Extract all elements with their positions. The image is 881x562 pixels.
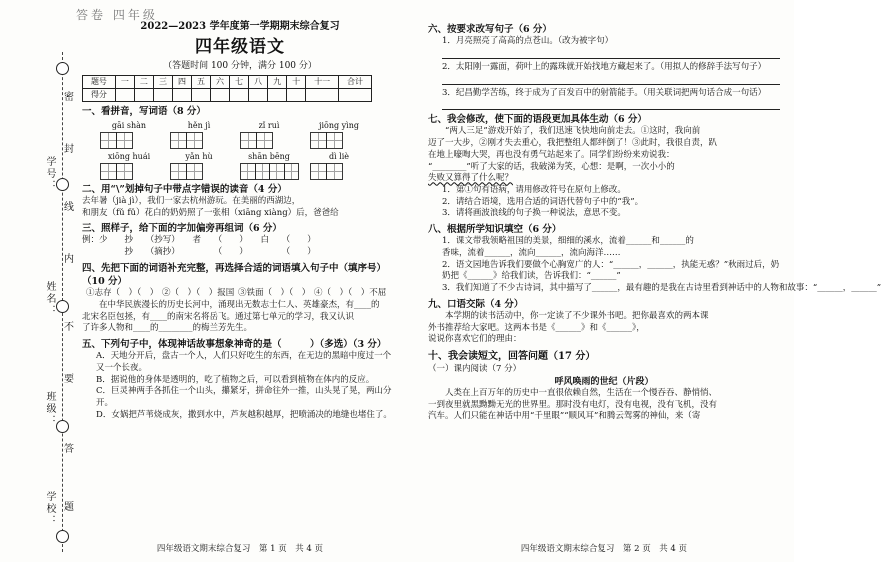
class-label: 班级： (44, 391, 55, 427)
task-line: 1．月亮照亮了高高的点苍山。（改为被字句） (442, 36, 614, 47)
score-input[interactable] (192, 88, 211, 101)
writing-box[interactable] (100, 163, 158, 180)
score-cell: 十一 (306, 75, 339, 88)
binding-hole (56, 420, 69, 433)
pinyin-row (82, 120, 398, 131)
student-number-label: 学号： (44, 156, 55, 192)
score-cell: 八 (249, 75, 268, 88)
text-line: 例：少 抄 （抄写） 者 （ ） 白 （ ） (82, 235, 316, 246)
seal-word: 封 (64, 144, 74, 155)
answer-line[interactable] (442, 109, 780, 110)
task-line: 1．第①句有语病，请用修改符号在原句上修改。 (442, 184, 626, 195)
school-label: 学校： (44, 491, 55, 527)
score-cell: 五 (192, 75, 211, 88)
text-line: 了许多人物和____的________的梅兰芳先生。 (82, 323, 253, 334)
wavy-line-sentence: 失败又算得了什么呢？ (428, 173, 514, 184)
section-5-title: 五、下列句子中，体现神话故事想象神奇的是（ ）（多选）（3 分） (82, 339, 387, 351)
text-line: 在中华民族漫长的历史长河中，涌现出无数志士仁人、英雄豪杰，有____的 (82, 299, 380, 310)
score-table (82, 75, 372, 102)
page-footer: 四年级语文期末综合复习 第 1 页 共 4 页 (156, 544, 324, 555)
score-cell: 六 (211, 75, 230, 88)
passage-line: 人类在上百万年的历史中一直很依赖自然，生活在一个慢吞吞、静悄悄、 (428, 388, 718, 399)
text-line: 去年暑（jià jì），我们一家去杭州游玩。在美丽的西湖边， (82, 195, 301, 206)
section-10-title: 十、我会读短文，回答问题（17 分） (428, 351, 596, 363)
right-page (428, 0, 881, 562)
fill-line: 1．课文带我领略祖国的美景，细细的溪水，流着______和______的 (442, 236, 694, 247)
writing-grid-row (82, 163, 398, 180)
text-line: 迈了一大步，②刚才失去重心，我把整组人都绊倒了！③此时，我很自责，趴 (428, 138, 718, 149)
writing-box[interactable] (100, 132, 158, 149)
pinyin: yǎn hù (185, 151, 213, 161)
seal-word: 不 (64, 322, 74, 333)
writing-box[interactable] (170, 132, 228, 149)
page-footer: 四年级语文期末综合复习 第 2 页 共 4 页 (520, 544, 688, 555)
passage-line: 汽车。人们只能在神话中用“千里眼”“顺风耳”和腾云驾雾的神仙，来（寄 (428, 411, 701, 422)
section-3-title: 三、照样子，给下面的字加偏旁再组词（6 分） (82, 223, 282, 235)
score-input[interactable] (287, 88, 306, 101)
choice-b: B．据说他的身体是透明的，吃了植物之后，可以看到植物在体内的反应。 (96, 374, 375, 385)
score-cell: 四 (172, 75, 191, 88)
idiom-option: ②（ ）（ ）报国 (162, 288, 235, 299)
section-2-title: 二、用“\”划掉句子中带点字错误的读音（4 分） (82, 183, 287, 195)
choice-c: C．巨灵神两手各抓住一个山头，攥紧牙，拼命往外一推，山头晃了晃，两山分开。 (96, 386, 392, 408)
seal-word: 要 (64, 374, 74, 385)
section-1-title: 一、看拼音，写词语（8 分） (82, 105, 206, 117)
section-7-title: 七、我会修改，使下面的语段更加具体生动（6 分） (428, 114, 647, 126)
seal-word: 线 (64, 202, 74, 213)
seal-word: 答 (64, 444, 74, 455)
fill-line: 2．语文园地告诉我们要做个心胸宽广的人：“______，______，执能无惑？”秋雨过后，奶 (442, 259, 780, 270)
task-line: 3．请将画波浪线的句子换一种说法，意思不变。 (442, 208, 626, 219)
section-4-title: 四、先把下面的词语补充完整，再选择合适的词语填入句子中（填序号）（10 分） (82, 262, 387, 288)
binding-hole (56, 300, 69, 313)
idiom-option: ①志存（ ）（ ） (86, 288, 159, 299)
text-line: 说说你喜欢它们的理由： (428, 334, 522, 345)
fill-line: 香味，流着______，流向______，流向海洋…… (442, 247, 621, 258)
text-line: 和朋友（fǔ fǔ）花白的奶奶照了一张相（xiāng xiàng）后，爸爸给 (82, 207, 339, 218)
score-input[interactable] (306, 88, 339, 101)
text-line: “________”听了大家的话，我破涕为笑，心想：是啊，一次小小的 (428, 161, 675, 172)
pinyin: jiōng yìng (318, 120, 360, 130)
score-cell: 十 (287, 75, 306, 88)
task-line: 2．请结合语境，选用合适的词语代替句子中的“我”。 (442, 196, 644, 207)
fill-line: 奶把《______》给我们读，告诉我们：“______” (442, 271, 621, 282)
seal-word: 密 (64, 92, 74, 103)
score-cell: 合计 (339, 75, 372, 88)
score-input[interactable] (134, 88, 153, 101)
idiom-option: ④（ ）（ ）不屈 (314, 288, 387, 299)
student-name-label: 姓名： (44, 281, 55, 317)
writing-box[interactable] (170, 163, 228, 180)
text-line: 外书推荐给大家吧。这两本书是《______》和《______》， (428, 322, 645, 333)
score-cell: 七 (230, 75, 249, 88)
pinyin: xiōng huái (107, 151, 151, 161)
section-9-title: 九、口语交际（4 分） (428, 298, 524, 310)
writing-grid-row (82, 132, 398, 149)
score-cell: 得分 (83, 88, 116, 101)
score-header-row (83, 75, 372, 88)
term-title: 2022—2023 学年度第一学期期末综合复习 (140, 21, 340, 32)
writing-box[interactable] (240, 163, 298, 180)
text-line: 本学期的读书活动中，你一定读了不少课外书吧。把你最喜欢的两本课 (428, 310, 709, 321)
pinyin: shān bēng (248, 151, 290, 161)
score-cell: 三 (153, 75, 172, 88)
task-line: 3．纪昌勤学苦练，终于成为了百发百中的射箭能手。（用关联词把两句话合成一句话） (442, 87, 767, 98)
section-6-title: 六、按要求改写句子（6 分） (428, 24, 552, 35)
binding-hole (56, 530, 69, 543)
pinyin-row (82, 151, 398, 162)
subsection-title: （一）课内阅读（7 分） (428, 363, 522, 374)
score-input[interactable] (211, 88, 230, 101)
choice-d: D．女娲把芦苇烧成灰，撒到水中，芦灰越积越厚，把喷涌决的地缝也堵住了。 (96, 409, 392, 420)
page-title: 四年级语文 (195, 36, 285, 57)
score-input[interactable] (268, 88, 287, 101)
score-input[interactable] (115, 88, 134, 101)
score-value-row (83, 88, 372, 101)
seal-word: 内 (64, 254, 74, 265)
passage-line: 一到夜里就黑黝黝无光的世界里。那时没有电灯，没有电视，没有飞机，没有 (428, 399, 718, 410)
pinyin: dì liè (328, 151, 350, 161)
fill-line: 3．我们知道了不少古诗词，其中描写了______，最有趣的是我在古诗里看到神话中的人物和故事：“______，______” (442, 283, 881, 294)
score-cell: 九 (268, 75, 287, 88)
pinyin: hěn jì (187, 120, 211, 130)
text-line: 抄 （摘抄） （ ） （ ） (82, 247, 316, 258)
answer-line[interactable] (442, 58, 780, 59)
text-line: “两人三足”游戏开始了，我们迅速飞快地向前走去。①这时，我向前 (428, 126, 701, 137)
stamp-text: 答卷 四年级 (76, 8, 158, 22)
score-input[interactable] (230, 88, 249, 101)
writing-box[interactable] (310, 163, 368, 180)
text-line: 在地上嚎啕大哭，再也没有勇气站起来了。同学们纷纷来劝说我： (428, 149, 675, 160)
pinyin: zǐ ruì (258, 120, 280, 130)
task-line: 2．太阳刚一露面，荷叶上的露珠就开始找地方藏起来了。（用拟人的修辞手法写句子） (442, 61, 767, 72)
binding-hole (56, 62, 69, 75)
score-input[interactable] (153, 88, 172, 101)
section-8-title: 八、根据所学知识填空（6 分） (428, 224, 562, 236)
idiom-option: ③铁面（ ）（ ） (238, 288, 311, 299)
binding-hole (56, 178, 69, 191)
answer-line[interactable] (442, 84, 780, 85)
score-input[interactable] (249, 88, 268, 101)
passage-title: 呼风唤雨的世纪（片段） (554, 376, 654, 387)
pinyin: gāi shàn (111, 120, 147, 130)
text-line: 北宋名臣包拯，有____的南宋名将岳飞。通过第七单元的学习，我又认识 (82, 311, 355, 322)
writing-box[interactable] (240, 132, 298, 149)
score-input[interactable] (339, 88, 372, 101)
seal-word: 题 (64, 502, 74, 513)
idiom-options (82, 288, 398, 300)
choice-a: A．天地分开后，盘古一个人，人们只好吃生的东西，在无边的黑暗中度过一个又一个长夜。 (96, 351, 392, 373)
exam-info: （答题时间 100 分钟，满分 100 分） (163, 61, 317, 72)
score-cell: 一 (115, 75, 134, 88)
score-input[interactable] (172, 88, 191, 101)
writing-box[interactable] (310, 132, 368, 149)
score-cell: 题号 (83, 75, 116, 88)
left-page (82, 0, 398, 562)
score-cell: 二 (134, 75, 153, 88)
binding-margin (6, 46, 64, 556)
